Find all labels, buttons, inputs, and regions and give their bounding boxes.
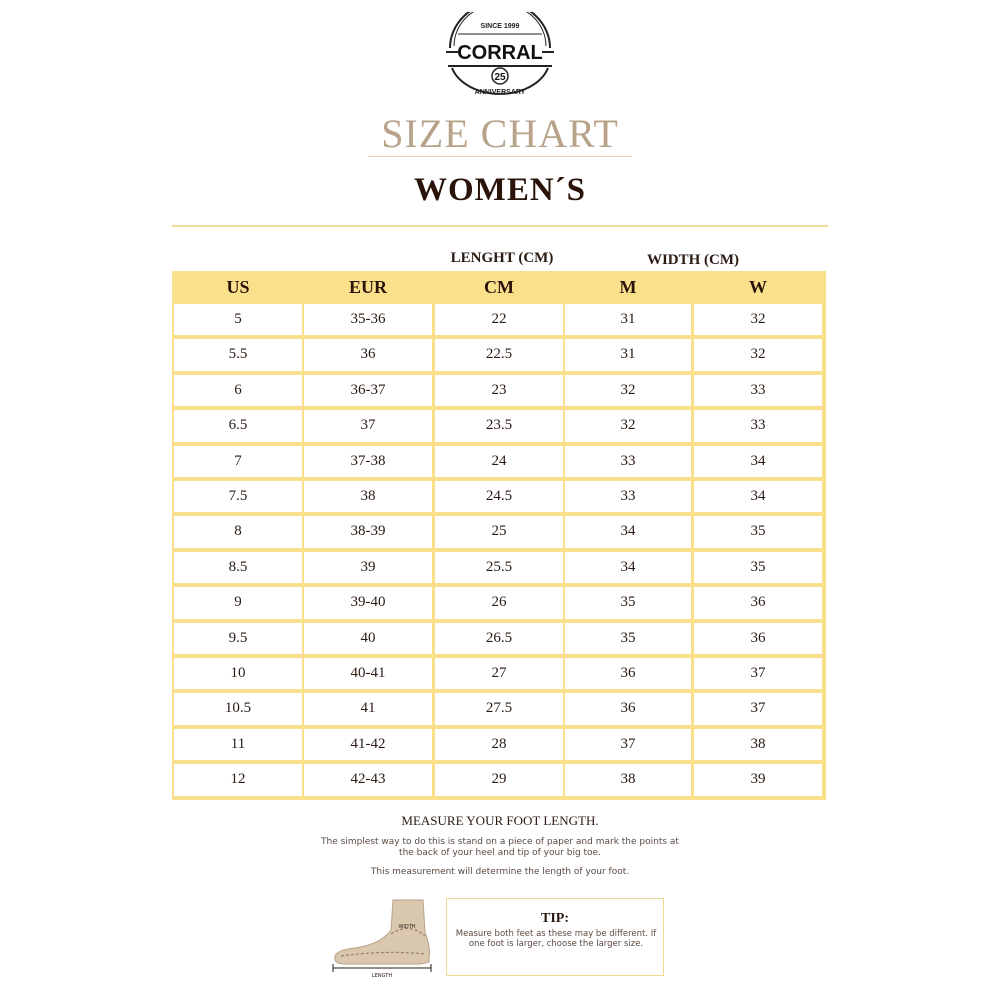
cell-cm: 25	[435, 516, 563, 547]
cell-cm: 22	[435, 304, 563, 335]
cell-eur: 42-43	[304, 764, 432, 795]
cell-w: 35	[694, 516, 822, 547]
logo-anniversary-text: ANNIVERSARY	[474, 89, 526, 96]
cell-m: 35	[565, 587, 691, 618]
section-title: WOMEN´S	[414, 172, 586, 208]
header-w: W	[749, 277, 767, 297]
cell-w: 36	[694, 587, 822, 618]
page-title: SIZE CHART	[381, 111, 619, 156]
cell-eur: 36	[304, 339, 432, 370]
cell-us: 9.5	[174, 623, 302, 654]
cell-cm: 22.5	[435, 339, 563, 370]
cell-m: 35	[565, 623, 691, 654]
logo-brand-text: CORRAL	[457, 42, 543, 64]
cell-us: 9	[174, 587, 302, 618]
cell-us: 6	[174, 375, 302, 406]
cell-w: 33	[694, 410, 822, 441]
cell-us: 6.5	[174, 410, 302, 441]
table-header	[172, 271, 826, 302]
cell-w: 37	[694, 658, 822, 689]
cell-us: 10	[174, 658, 302, 689]
cell-m: 31	[565, 304, 691, 335]
cell-w: 39	[694, 764, 822, 795]
title-divider	[368, 156, 632, 157]
cell-cm: 26	[435, 587, 563, 618]
table-row	[172, 302, 826, 337]
corral-anniversary-logo	[444, 12, 556, 100]
foot-illustration	[325, 892, 445, 980]
cell-eur: 41-42	[304, 729, 432, 760]
measure-note: This measurement will determine the length of your foot.	[370, 867, 630, 877]
cell-eur: 37-38	[304, 446, 432, 477]
logo-since-text: SINCE 1999	[480, 23, 520, 30]
cell-eur: 38-39	[304, 516, 432, 547]
table-row	[172, 550, 826, 585]
tip-box	[446, 898, 664, 976]
cell-eur: 40	[304, 623, 432, 654]
table-row	[172, 656, 826, 691]
cell-w: 34	[694, 446, 822, 477]
cell-m: 31	[565, 339, 691, 370]
section-divider	[172, 225, 828, 227]
logo-number-text: 25	[494, 72, 506, 83]
header-us: US	[226, 277, 250, 297]
cell-eur: 35-36	[304, 304, 432, 335]
cell-m: 38	[565, 764, 691, 795]
cell-cm: 27.5	[435, 693, 563, 724]
cell-w: 34	[694, 481, 822, 512]
cell-eur: 38	[304, 481, 432, 512]
table-row	[172, 479, 826, 514]
foot-length-label: LENGTH	[371, 973, 393, 979]
cell-w: 36	[694, 623, 822, 654]
tip-title: TIP:	[541, 911, 569, 926]
cell-cm: 29	[435, 764, 563, 795]
cell-eur: 41	[304, 693, 432, 724]
cell-w: 37	[694, 693, 822, 724]
cell-us: 7.5	[174, 481, 302, 512]
tip-text: Measure both feet as these may be different. If one foot is larger, choose the larger size.	[455, 929, 657, 949]
cell-us: 10.5	[174, 693, 302, 724]
cell-us: 11	[174, 729, 302, 760]
cell-w: 32	[694, 304, 822, 335]
width-group-label: WIDTH (CM)	[646, 252, 740, 268]
cell-cm: 25.5	[435, 552, 563, 583]
header-cm: CM	[484, 277, 514, 297]
cell-eur: 40-41	[304, 658, 432, 689]
measure-heading: MEASURE YOUR FOOT LENGTH.	[401, 813, 599, 828]
cell-m: 32	[565, 375, 691, 406]
table-row	[172, 514, 826, 549]
cell-w: 33	[694, 375, 822, 406]
cell-eur: 36-37	[304, 375, 432, 406]
cell-us: 7	[174, 446, 302, 477]
cell-cm: 27	[435, 658, 563, 689]
header-m: M	[619, 277, 637, 297]
cell-cm: 24	[435, 446, 563, 477]
table-row	[172, 444, 826, 479]
cell-us: 8	[174, 516, 302, 547]
cell-cm: 23	[435, 375, 563, 406]
cell-m: 36	[565, 658, 691, 689]
cell-m: 34	[565, 516, 691, 547]
cell-m: 32	[565, 410, 691, 441]
cell-cm: 24.5	[435, 481, 563, 512]
table-row	[172, 585, 826, 620]
cell-m: 37	[565, 729, 691, 760]
table-row	[172, 408, 826, 443]
cell-us: 5	[174, 304, 302, 335]
cell-w: 32	[694, 339, 822, 370]
cell-m: 34	[565, 552, 691, 583]
table-row	[172, 727, 826, 762]
size-table	[172, 271, 826, 800]
cell-cm: 28	[435, 729, 563, 760]
table-row	[172, 621, 826, 656]
cell-w: 38	[694, 729, 822, 760]
cell-m: 33	[565, 481, 691, 512]
cell-cm: 26.5	[435, 623, 563, 654]
measure-instructions: The simplest way to do this is stand on a piece of paper and mark the points at the back of your heel and tip of your big toe.	[321, 837, 679, 858]
header-eur: EUR	[348, 277, 387, 297]
foot-width-label: WIDTH	[398, 924, 416, 930]
table-row	[172, 762, 826, 797]
cell-m: 33	[565, 446, 691, 477]
cell-cm: 23.5	[435, 410, 563, 441]
cell-us: 8.5	[174, 552, 302, 583]
cell-m: 36	[565, 693, 691, 724]
cell-w: 35	[694, 552, 822, 583]
cell-us: 12	[174, 764, 302, 795]
cell-eur: 37	[304, 410, 432, 441]
cell-eur: 39	[304, 552, 432, 583]
cell-eur: 39-40	[304, 587, 432, 618]
table-row	[172, 373, 826, 408]
table-row	[172, 337, 826, 372]
length-group-label: LENGHT (CM)	[450, 250, 554, 266]
cell-us: 5.5	[174, 339, 302, 370]
table-row	[172, 691, 826, 726]
